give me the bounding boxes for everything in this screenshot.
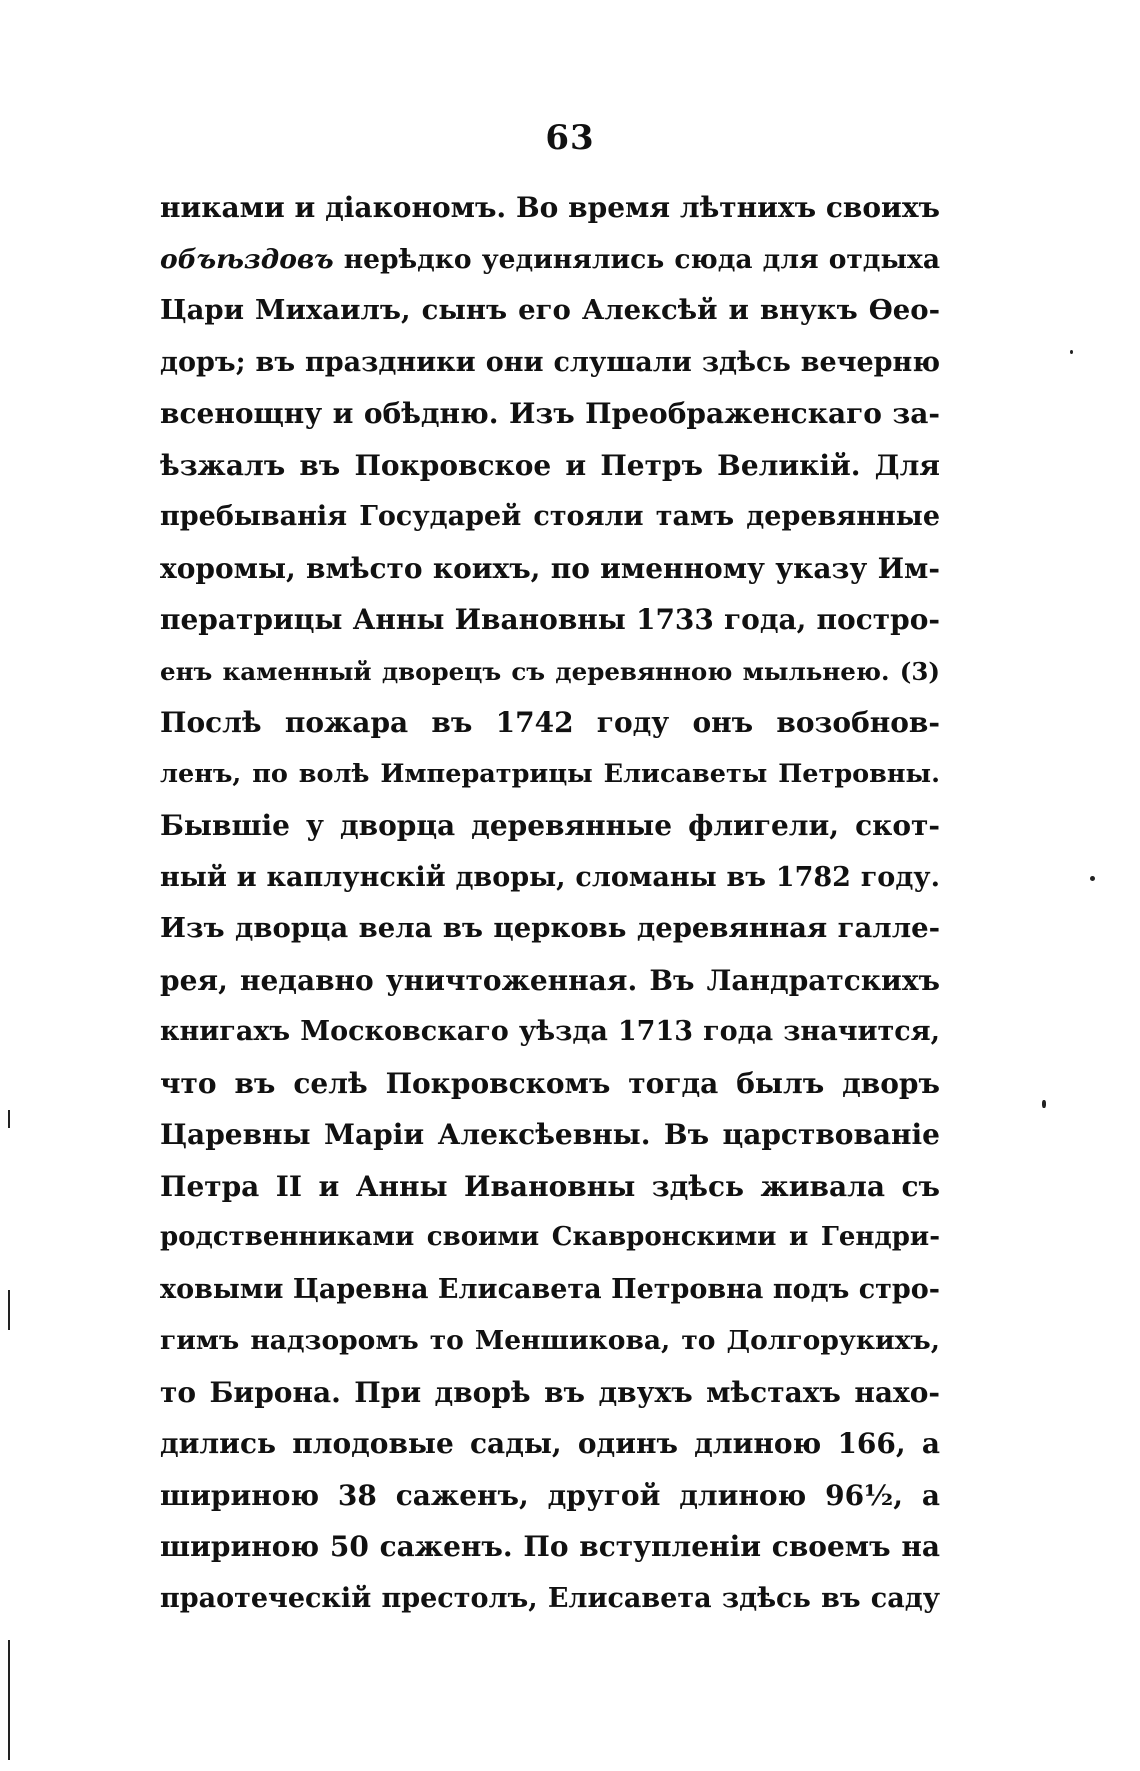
text-line: ховыми Царевна Елисавета Петровна подъ стро- — [160, 1273, 940, 1305]
ink-speck — [1042, 1100, 1046, 1108]
text-line: шириною 38 саженъ, другой длиною 96½, а — [160, 1478, 940, 1512]
text-line: никами и діакономъ. Во время лѣтнихъ своихъ — [160, 191, 940, 224]
text-line: пребыванія Государей стояли тамъ деревянные — [160, 501, 940, 532]
text-line: Цари Михаилъ, сынъ его Алексѣй и внукъ Ѳео- — [160, 294, 940, 326]
text-line: хоромы, вмѣсто коихъ, по именному указу Им- — [160, 551, 940, 585]
text-line: Царевны Маріи Алексѣевны. Въ царствованіе — [160, 1118, 940, 1151]
text-line: доръ; въ праздники они слушали здѣсь вечерню — [160, 346, 940, 378]
text-line: рея, недавно уничтоженная. Въ Ландратскихъ — [160, 963, 940, 997]
ink-speck — [1070, 350, 1073, 354]
text-line-rest: нерѣдко уединялись сюда для отдыха — [333, 243, 940, 275]
text-line: то Бирона. При дворѣ въ двухъ мѣстахъ нахо- — [160, 1375, 940, 1409]
text-line: Бывшіе у дворца деревянные флигели, скот- — [160, 809, 940, 842]
text-line: всенощну и обѣдню. Изъ Преображенскаго за- — [160, 397, 940, 430]
text-line: праотеческій престолъ, Елисавета здѣсь въ саду — [160, 1582, 940, 1614]
ink-speck — [1090, 876, 1095, 881]
page-number: 63 — [545, 118, 595, 158]
scan-edge-mark — [8, 1640, 10, 1760]
text-line: дились плодовые сады, одинъ длиною 166, а — [160, 1427, 940, 1460]
scan-edge-mark — [8, 1110, 10, 1128]
text-line: что въ селѣ Покровскомъ тогда былъ дворъ — [160, 1066, 940, 1100]
text-line: Послѣ пожара въ 1742 году онъ возобнов- — [160, 706, 940, 739]
text-line: ѣзжалъ въ Покровское и Петръ Великій. Для — [160, 448, 940, 482]
text-line: родственниками своими Скавронскими и Гендри- — [160, 1222, 940, 1252]
text-line — [160, 234, 940, 286]
text-line: ператрицы Анны Ивановны 1733 года, постро- — [160, 603, 940, 636]
text-line: ный и каплунскій дворы, сломаны въ 1782 году. — [160, 861, 940, 893]
text-line: Петра II и Анны Ивановны здѣсь живала съ — [160, 1169, 940, 1203]
text-line: енъ каменный дворецъ съ деревянною мыльнею. (3) — [160, 656, 940, 686]
text-line: шириною 50 саженъ. По вступленіи своемъ на — [160, 1530, 940, 1563]
text-line: Изъ дворца вела въ церковь деревянная галле- — [160, 912, 940, 944]
text-line: книгахъ Московскаго уѣзда 1713 года значится, — [160, 1016, 940, 1047]
text-line: ленъ, по волѣ Императрицы Елисаветы Петровны. — [160, 758, 940, 789]
body-text — [160, 182, 940, 1624]
scan-edge-mark — [8, 1290, 10, 1330]
text-line: гимъ надзоромъ то Меншикова, то Долгорукихъ, — [160, 1325, 940, 1356]
italic-word: объѣздовъ — [160, 243, 334, 275]
